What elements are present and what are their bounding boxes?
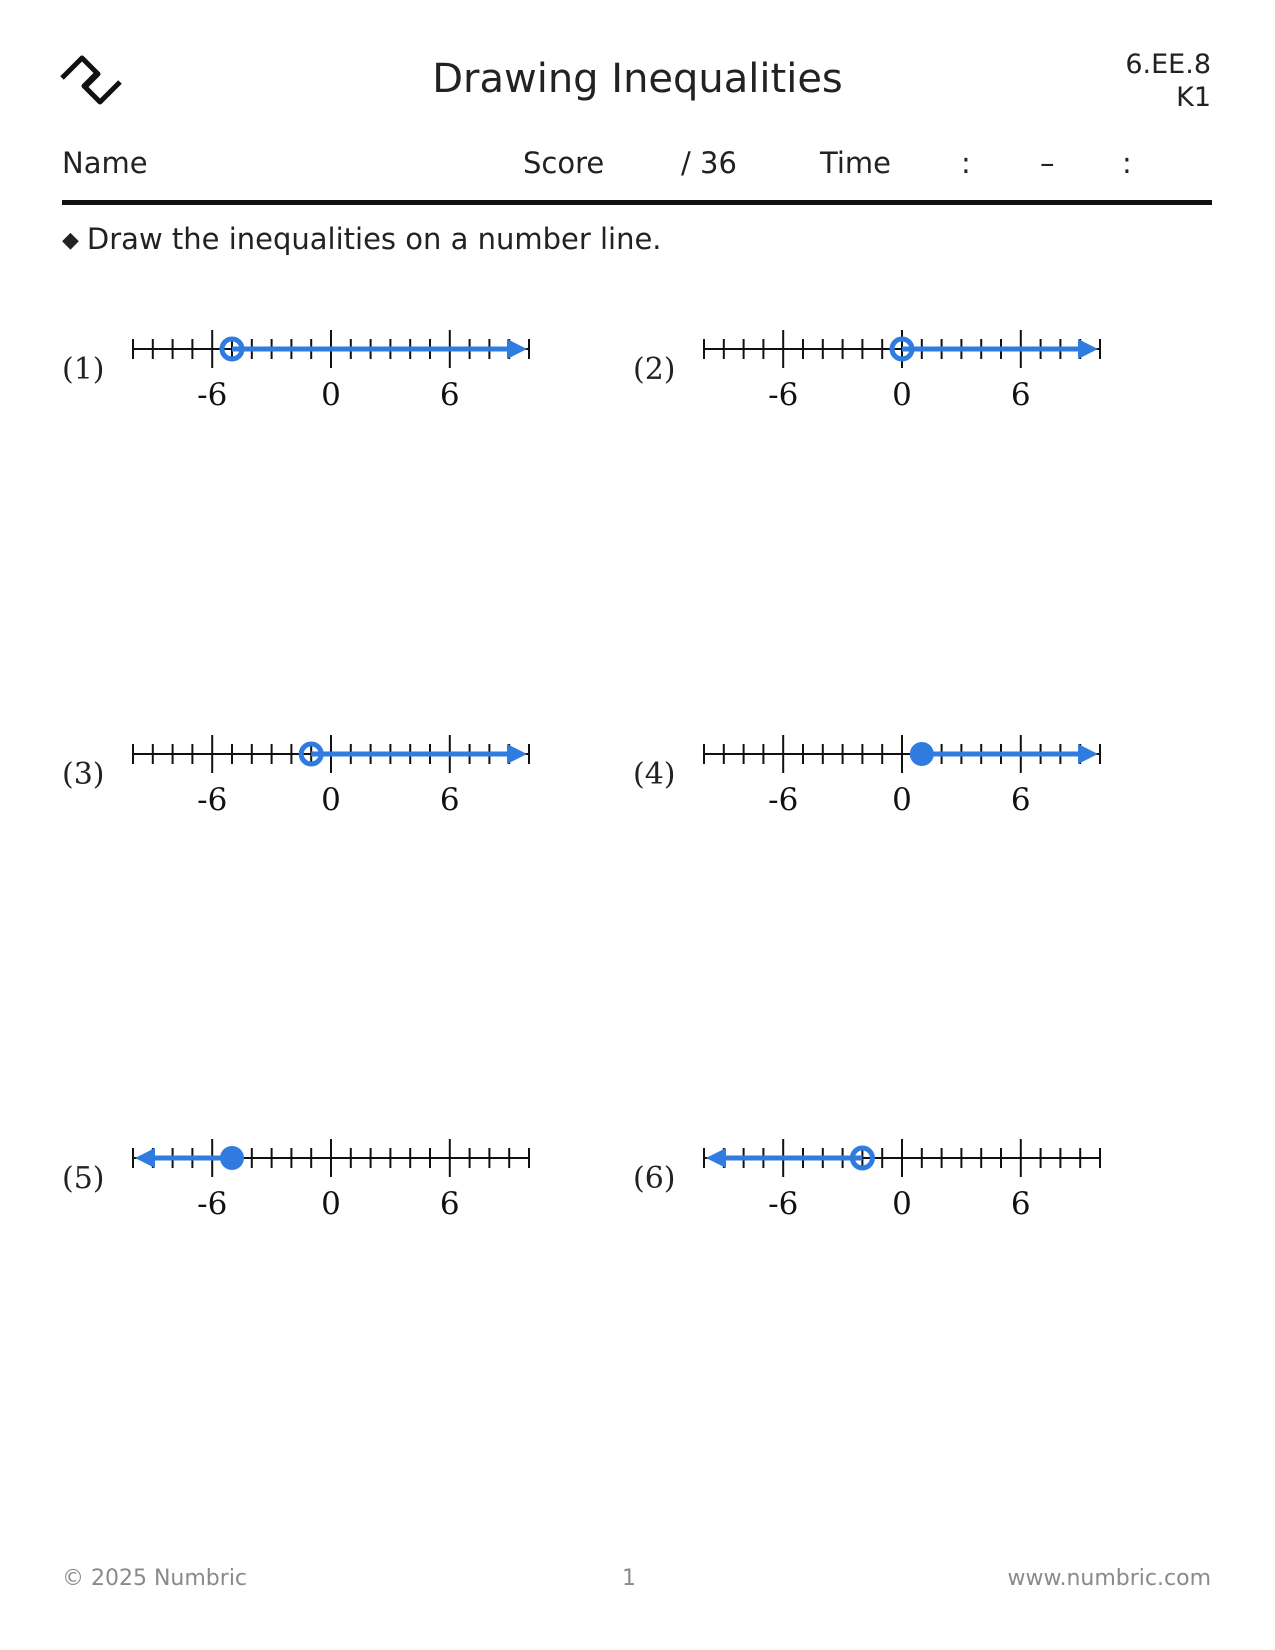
number-line[interactable] (633, 735, 1193, 855)
number-line[interactable] (62, 1139, 622, 1259)
version-label: K1 (1176, 82, 1211, 113)
score-label: Score (523, 146, 605, 180)
number-line[interactable] (62, 330, 622, 450)
instructions (62, 222, 662, 256)
arrow-left-icon (135, 1148, 155, 1168)
time-separator: : (961, 146, 971, 180)
tick-label: 0 (321, 377, 341, 413)
time-separator: : (1122, 146, 1132, 180)
tick-label: 0 (892, 1186, 912, 1222)
instructions-text: Draw the inequalities on a number line. (86, 222, 662, 256)
closed-point (220, 1146, 244, 1170)
score-total: / 36 (681, 146, 737, 180)
problem-number: (3) (62, 757, 105, 792)
arrow-right-icon (1078, 744, 1098, 764)
tick-label: -6 (768, 377, 799, 413)
tick-label: 0 (321, 1186, 341, 1222)
tick-label: -6 (768, 1186, 799, 1222)
problem-number: (4) (633, 757, 676, 792)
standard-label: 6.EE.8 (1125, 49, 1211, 80)
problem-2 (633, 330, 1193, 450)
standard-code (1125, 48, 1211, 114)
problem-number: (2) (633, 352, 676, 387)
footer-page-number: 1 (622, 1566, 636, 1591)
problem-6 (633, 1139, 1193, 1259)
tick-label: 0 (321, 782, 341, 818)
footer-copyright: © 2025 Numbric (62, 1566, 248, 1591)
header-rule (62, 200, 1212, 205)
tick-label: 6 (439, 782, 460, 818)
tick-label: -6 (768, 782, 799, 818)
problem-5 (62, 1139, 622, 1259)
tick-label: -6 (197, 1186, 228, 1222)
tick-label: -6 (197, 782, 228, 818)
problem-4 (633, 735, 1193, 855)
problem-1 (62, 330, 622, 450)
tick-label: 0 (892, 782, 912, 818)
arrow-right-icon (507, 744, 527, 764)
tick-label: 6 (439, 377, 460, 413)
problem-number: (6) (633, 1161, 676, 1196)
diamond-bullet-icon: ◆ (62, 228, 79, 253)
page-title: Drawing Inequalities (432, 56, 843, 102)
time-separator: – (1040, 146, 1055, 180)
tick-label: -6 (197, 377, 228, 413)
problem-3 (62, 735, 622, 855)
arrow-right-icon (1078, 339, 1098, 359)
name-label: Name (62, 146, 148, 180)
number-line[interactable] (633, 330, 1193, 450)
tick-label: 6 (1010, 377, 1031, 413)
number-line[interactable] (62, 735, 622, 855)
problem-number: (1) (62, 352, 105, 387)
tick-label: 6 (1010, 1186, 1031, 1222)
tick-label: 6 (1010, 782, 1031, 818)
closed-point (910, 742, 934, 766)
tick-label: 6 (439, 1186, 460, 1222)
arrow-right-icon (507, 339, 527, 359)
tick-label: 0 (892, 377, 912, 413)
time-label: Time (820, 146, 891, 180)
footer-url[interactable]: www.numbric.com (1007, 1566, 1211, 1591)
arrow-left-icon (706, 1148, 726, 1168)
number-line[interactable] (633, 1139, 1193, 1259)
problem-number: (5) (62, 1161, 105, 1196)
